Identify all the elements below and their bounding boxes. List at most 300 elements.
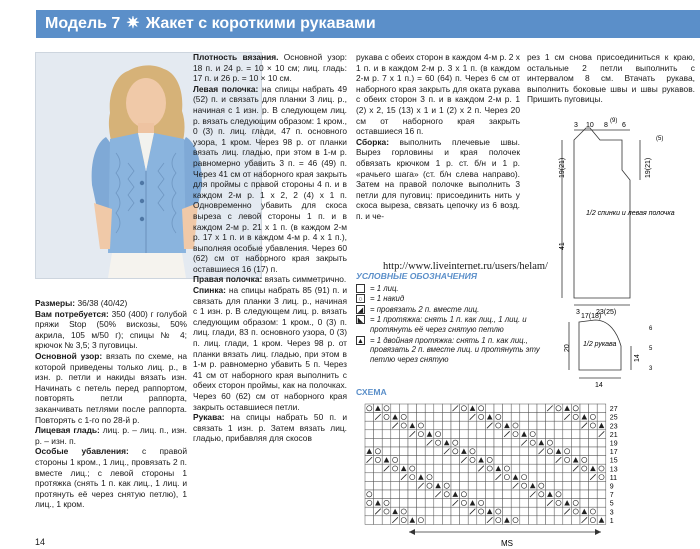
chart-cell xyxy=(503,404,512,413)
chart-cell xyxy=(417,413,426,422)
chart-cell xyxy=(391,430,400,439)
chart-cell xyxy=(597,473,606,482)
chart-cell xyxy=(451,473,460,482)
back-label: Спинка: xyxy=(193,285,226,296)
materials-paragraph xyxy=(35,309,187,351)
chart-cell xyxy=(503,507,512,516)
chart-row-label: 5 xyxy=(609,500,614,508)
chart-cell xyxy=(451,456,460,465)
chart-cell xyxy=(546,481,555,490)
chart-cell xyxy=(597,447,606,456)
chart-cell xyxy=(554,507,563,516)
main-pattern-paragraph xyxy=(35,351,187,425)
chart-cell xyxy=(417,430,426,439)
legend-item-text: = 1 протяжка: снять 1 п. как лиц., 1 лиц. и протянуть её через снятую петлю xyxy=(370,315,527,334)
chart-cell xyxy=(374,473,383,482)
chart-cell xyxy=(537,421,546,430)
chart-cell xyxy=(485,430,494,439)
chart-cell xyxy=(511,516,520,525)
chart-cell xyxy=(571,404,580,413)
chart-cell xyxy=(537,456,546,465)
chart-cell xyxy=(528,421,537,430)
chart-cell xyxy=(563,473,572,482)
chart-cell xyxy=(589,499,598,508)
chart-cell xyxy=(417,507,426,516)
chart-cell xyxy=(468,438,477,447)
sleeves-paragraph xyxy=(193,412,347,444)
chart-cell xyxy=(408,507,417,516)
chart-cell xyxy=(468,464,477,473)
chart-cell xyxy=(408,413,417,422)
chart-cell xyxy=(468,456,477,465)
chart-row-label: 17 xyxy=(609,449,618,457)
left-front-text: на спицы набрать 49 (52) п. и связать для планки 3 лиц. р., начиная с 1 изн. р. В следующем лиц. р. вязать следующим образом: 1 кром., 0 (3) п. лиц. глади, 47 п. основного узора, 1 кром. Через 98 р. от планки вязать лиц. гладью, при этом в 1-м р. равномерно убавить 3 п. = 46 (49) п. Через 41 см от наборного края закрыть для проймы с правой стороны 4 п. и в каждом 2-м р. 1 х 2, 2 (4) х 1 п. Одновременно убавить для скоса выреза с левой стороны 1 п. и в каждом 2-м р. 21 х 1 п. (в каждом 2-м р. 17 х 1 п. и в каждом 4-м р. 4 х 1 п.), выполняя особые убавления. Через 60 (62) см от наборного края закрыть оставшиеся 16 (17) п. xyxy=(193,83,347,274)
chart-cell xyxy=(511,499,520,508)
chart-cell xyxy=(563,438,572,447)
chart-cell xyxy=(374,464,383,473)
knitting-chart xyxy=(365,400,635,548)
chart-cell xyxy=(477,404,486,413)
chart-cell xyxy=(425,490,434,499)
chart-cell xyxy=(382,490,391,499)
sleeve-bottom-dim: 14 xyxy=(595,382,603,389)
chart-cell xyxy=(503,499,512,508)
chart-cell xyxy=(503,481,512,490)
chart-cell xyxy=(442,499,451,508)
chart-cell xyxy=(365,490,374,499)
legend xyxy=(356,272,556,365)
chart-cell xyxy=(425,473,434,482)
chart-cell xyxy=(554,421,563,430)
chart-cell xyxy=(468,516,477,525)
star-icon: ✷ xyxy=(126,15,140,32)
chart-cell xyxy=(589,456,598,465)
chart-cell xyxy=(391,490,400,499)
chart-cell xyxy=(477,447,486,456)
chart-cell xyxy=(485,481,494,490)
chart-cell xyxy=(408,499,417,508)
chart-cell xyxy=(451,430,460,439)
materials-text: 350 (400) г голубой пряжи Stop (50% вискозы, 50% акрила, 105 м/50 г); спицы № 4; крючок № 3,5; 3 пуговицы. xyxy=(35,308,187,351)
chart-cell xyxy=(374,490,383,499)
chart-cell xyxy=(365,421,374,430)
legend-item xyxy=(356,305,556,315)
chart-cell xyxy=(589,430,598,439)
sleeve-extra-dim: 3 xyxy=(649,366,653,372)
sizes-text: 36/38 (40/42) xyxy=(77,298,128,308)
chart-cell xyxy=(460,499,469,508)
chart-cell xyxy=(546,447,555,456)
chart-cell xyxy=(399,413,408,422)
text-column-1 xyxy=(35,298,187,510)
chart-cell xyxy=(537,464,546,473)
chart-cell xyxy=(494,481,503,490)
chart-cell xyxy=(589,516,598,525)
chart-cell xyxy=(365,507,374,516)
chart-cell xyxy=(434,464,443,473)
back-paragraph xyxy=(193,285,347,412)
chart-cell xyxy=(589,413,598,422)
chart-cell xyxy=(442,456,451,465)
chart-cell xyxy=(494,421,503,430)
chart-cell xyxy=(520,473,529,482)
chart-cell xyxy=(460,481,469,490)
chart-cell xyxy=(528,438,537,447)
chart-cell xyxy=(382,438,391,447)
chart-cell xyxy=(365,516,374,525)
chart-cell xyxy=(563,516,572,525)
chart-cell xyxy=(580,499,589,508)
front-bottom-dim: 3 xyxy=(576,309,580,316)
chart-cell xyxy=(468,473,477,482)
chart-cell xyxy=(546,473,555,482)
chart-cell xyxy=(494,516,503,525)
chart-row-label: 1 xyxy=(609,517,614,525)
chart-cell xyxy=(391,456,400,465)
chart-cell xyxy=(554,464,563,473)
chart-cell xyxy=(391,438,400,447)
sleeve-extra-dim: 6 xyxy=(649,326,653,332)
sleeve-right-dim: 14 xyxy=(634,354,641,362)
chart-cell xyxy=(597,490,606,499)
chart-cell xyxy=(580,404,589,413)
chart-cell xyxy=(511,464,520,473)
chart-cell xyxy=(546,516,555,525)
chart-cell xyxy=(503,413,512,422)
chart-row-label: 23 xyxy=(609,423,618,431)
assembly-paragraph xyxy=(356,137,520,222)
chart-cell xyxy=(399,421,408,430)
front-left-dim: 41 xyxy=(559,242,566,250)
chart-cell xyxy=(425,516,434,525)
chart-cell xyxy=(528,499,537,508)
chart-cell xyxy=(382,481,391,490)
chart-cell xyxy=(434,499,443,508)
chart-cell xyxy=(589,490,598,499)
sleeve-piece-label: 1/2 рукава xyxy=(583,341,617,348)
text-column-2 xyxy=(193,52,347,444)
chart-cell xyxy=(597,438,606,447)
front-top-dim: 8 xyxy=(604,122,608,129)
left-front-label: Левая полочка: xyxy=(193,83,259,94)
chart-cell xyxy=(511,490,520,499)
chart-cell xyxy=(589,438,598,447)
chart-cell xyxy=(468,481,477,490)
chart-cell xyxy=(494,438,503,447)
chart-cell xyxy=(520,490,529,499)
sleeve-top-dim: 17(18) xyxy=(581,313,602,320)
chart-cell xyxy=(511,404,520,413)
chart-cell xyxy=(511,413,520,422)
chart-cell xyxy=(408,447,417,456)
chart-cell xyxy=(382,507,391,516)
chart-cell xyxy=(382,404,391,413)
chart-cell xyxy=(537,490,546,499)
chart-cell xyxy=(571,421,580,430)
chart-cell xyxy=(571,499,580,508)
front-piece-label: 1/2 спинки и левая полочка xyxy=(586,210,675,217)
assembly-label: Сборка: xyxy=(356,136,389,147)
chart-cell xyxy=(494,490,503,499)
chart-cell xyxy=(580,473,589,482)
stockinette-paragraph xyxy=(35,425,187,446)
chart-cell xyxy=(391,499,400,508)
chart-cell xyxy=(442,516,451,525)
chart-cell xyxy=(520,413,529,422)
chart-cell xyxy=(425,499,434,508)
text-column-3 xyxy=(356,52,520,222)
chart-cell xyxy=(503,490,512,499)
chart-cell xyxy=(417,404,426,413)
chart-cell xyxy=(434,413,443,422)
chart-cell xyxy=(365,438,374,447)
chart-cell xyxy=(374,456,383,465)
chart-cell xyxy=(546,507,555,516)
chart-cell xyxy=(460,438,469,447)
chart-cell xyxy=(563,430,572,439)
chart-cell xyxy=(563,464,572,473)
chart-cell xyxy=(528,516,537,525)
chart-cell xyxy=(468,430,477,439)
chart-cell xyxy=(365,499,374,508)
chart-cell xyxy=(546,430,555,439)
chart-cell xyxy=(589,447,598,456)
chart-cell xyxy=(589,421,598,430)
front-top-dim: 3 xyxy=(574,122,578,129)
chart-cell xyxy=(563,421,572,430)
chart-cell xyxy=(589,481,598,490)
chart-cell xyxy=(460,490,469,499)
legend-item xyxy=(356,336,556,365)
chart-cell xyxy=(460,413,469,422)
chart-cell xyxy=(468,421,477,430)
back-text: на спицы набрать 85 (91) п. и связать для планки 3 лиц. р., начиная с 1 изн. р. В следующем лиц. р. вязать следующим образом: 1 кром., 0 (3) п. лиц. глади, 83 п. основного узора, 0 (3) п. лиц. глади, 1 кром. Через 98 р. от планки вязать лиц. гладью, при этом в 1-м р. равномерно убавить 5 п. Через 41 см от наборного края выполнить с обеих сторон проймы, как на полочках. Через 60 (62) см от наборного края закрыть оставшиеся петли. xyxy=(193,285,348,412)
chart-cell xyxy=(477,490,486,499)
sleeves-text: на спицы набрать 50 п. и связать 1 изн. р. Затем вязать лиц. гладью, прибавляя для скосов xyxy=(193,412,347,444)
chart-cell xyxy=(563,447,572,456)
chart-cell xyxy=(554,499,563,508)
chart-cell xyxy=(511,456,520,465)
chart-cell xyxy=(365,413,374,422)
sizes-label: Размеры: xyxy=(35,298,76,308)
chart-cell xyxy=(460,421,469,430)
chart-cell xyxy=(451,464,460,473)
chart-cell xyxy=(434,473,443,482)
chart-cell xyxy=(485,447,494,456)
chart-cell xyxy=(399,516,408,525)
legend-item-text: = провязать 2 п. вместе лиц. xyxy=(370,304,480,314)
chart-cell xyxy=(442,490,451,499)
chart-cell xyxy=(597,499,606,508)
chart-cell xyxy=(399,447,408,456)
chart-cell xyxy=(408,438,417,447)
chart-cell xyxy=(520,516,529,525)
chart-cell xyxy=(417,438,426,447)
chart-cell xyxy=(365,430,374,439)
chart-cell xyxy=(391,447,400,456)
chart-cell xyxy=(537,516,546,525)
chart-cell xyxy=(382,499,391,508)
stockinette-label: Лицевая гладь: xyxy=(35,425,100,436)
chart-cell xyxy=(537,404,546,413)
legend-item-text: = 1 двойная протяжка: снять 1 п. как лиц., провязать 2 п. вместе лиц. и протянуть эту петлю через снятую xyxy=(370,335,540,364)
chart-cell xyxy=(494,499,503,508)
chart-cell xyxy=(511,507,520,516)
model-number: Модель 7 xyxy=(45,15,121,32)
chart-cell xyxy=(434,430,443,439)
knit-symbol-icon xyxy=(356,284,365,293)
chart-cell xyxy=(434,507,443,516)
density-text: Основной узор: 18 п. и 24 р. = 10 × 10 см; лиц. гладь: 17 п. и 26 р. = 10 × 10 см. xyxy=(193,52,347,84)
chart-cell xyxy=(434,421,443,430)
chart-cell xyxy=(571,438,580,447)
chart-cell xyxy=(485,473,494,482)
chart-cell xyxy=(391,464,400,473)
chart-cell xyxy=(460,507,469,516)
chart-cell xyxy=(399,499,408,508)
chart-cell xyxy=(399,481,408,490)
chart-cell xyxy=(382,447,391,456)
legend-item xyxy=(356,284,556,294)
main-pattern-label: Основной узор: xyxy=(35,350,103,361)
main-pattern-text: вязать по схеме, на которой приведены только лиц. р., в изн. р. петли и накиды вязать изн. Начинать с петель перед раппортом, повторять петли раппорта, заканчивать петлями после раппорта. Повторять с 1-го по 28-й р. xyxy=(35,350,188,425)
chart-cell xyxy=(571,430,580,439)
chart-cell xyxy=(528,456,537,465)
chart-cell xyxy=(460,404,469,413)
chart-cell xyxy=(511,438,520,447)
left-front-paragraph xyxy=(193,84,347,275)
sleeve-extra-dim: 5 xyxy=(649,346,653,352)
chart-cell xyxy=(408,473,417,482)
chart-cell xyxy=(399,438,408,447)
chart-cell xyxy=(571,473,580,482)
chart-cell xyxy=(365,464,374,473)
chart-cell xyxy=(460,430,469,439)
k2tog-icon: ◢ xyxy=(357,306,364,314)
schematic-sleeve xyxy=(565,310,685,390)
chart-cell xyxy=(434,456,443,465)
chart-cell xyxy=(528,464,537,473)
chart-cell xyxy=(571,507,580,516)
chart-cell xyxy=(485,464,494,473)
chart-cell xyxy=(442,413,451,422)
legend-item-text: = 1 накид xyxy=(370,294,405,304)
chart-cell xyxy=(528,507,537,516)
chart-cell xyxy=(382,516,391,525)
chart-row-label: 15 xyxy=(609,457,618,465)
chart-cell xyxy=(417,421,426,430)
garment-title: Жакет с короткими рукавами xyxy=(145,15,376,32)
chart-cell xyxy=(365,481,374,490)
front-top-dim: (9) xyxy=(610,118,618,124)
chart-cell xyxy=(571,447,580,456)
chart-cell xyxy=(485,404,494,413)
chart-cell xyxy=(511,447,520,456)
chart-cell xyxy=(434,516,443,525)
chart-cell xyxy=(537,430,546,439)
chart-cell xyxy=(442,473,451,482)
chart-cell xyxy=(417,456,426,465)
chart-cell xyxy=(528,404,537,413)
chart-cell xyxy=(477,413,486,422)
chart-cell xyxy=(365,473,374,482)
chart-cell xyxy=(520,481,529,490)
chart-row-label: 7 xyxy=(609,492,614,500)
chart-cell xyxy=(546,456,555,465)
legend-title: УСЛОВНЫЕ ОБОЗНАЧЕНИЯ xyxy=(356,271,478,281)
chart-cell xyxy=(382,473,391,482)
chart-cell xyxy=(494,456,503,465)
rapport-label: MS xyxy=(501,539,513,548)
chart-cell xyxy=(537,473,546,482)
chart-cell xyxy=(399,490,408,499)
chart-cell xyxy=(546,413,555,422)
chart-cell xyxy=(477,421,486,430)
chart-cell xyxy=(580,456,589,465)
chart-cell xyxy=(546,438,555,447)
chart-cell xyxy=(451,438,460,447)
chart-cell xyxy=(468,447,477,456)
chart-cell xyxy=(580,464,589,473)
yarn-over-icon: ○ xyxy=(356,294,365,303)
chart-cell xyxy=(451,516,460,525)
legend-item-text: = 1 лиц. xyxy=(370,283,399,293)
chart-cell xyxy=(528,430,537,439)
ssk-icon: ◣ xyxy=(357,317,364,325)
right-front-label: Правая полочка: xyxy=(193,274,263,285)
chart-cell xyxy=(563,456,572,465)
chart-cell xyxy=(425,413,434,422)
chart-cell xyxy=(434,404,443,413)
chart-cell xyxy=(391,404,400,413)
chart-cell xyxy=(442,421,451,430)
sizes-paragraph xyxy=(35,298,187,309)
legend-item xyxy=(356,294,556,304)
schema-title: СХЕМА xyxy=(356,387,387,397)
chart-cell xyxy=(425,456,434,465)
chart-cell xyxy=(425,481,434,490)
chart-cell xyxy=(554,516,563,525)
chart-cell xyxy=(485,499,494,508)
chart-cell xyxy=(382,421,391,430)
chart-cell xyxy=(511,430,520,439)
stockinette-text: лиц. р. – лиц. п., изн. р. – изн. п. xyxy=(35,425,187,446)
chart-cell xyxy=(399,430,408,439)
chart-cell xyxy=(597,464,606,473)
front-top-dim: 10 xyxy=(586,122,594,129)
chart-cell xyxy=(503,456,512,465)
chart-cell xyxy=(451,413,460,422)
chart-cell xyxy=(460,516,469,525)
chart-cell xyxy=(425,404,434,413)
source-url[interactable]: http://www.liveinternet.ru/users/helam/ xyxy=(383,261,548,272)
chart-cell xyxy=(520,404,529,413)
double-decrease-icon: ▲ xyxy=(357,337,364,345)
chart-cell xyxy=(597,456,606,465)
legend-item xyxy=(356,315,556,334)
chart-cell xyxy=(391,481,400,490)
header xyxy=(0,0,700,44)
assembly-continued: рез 1 см снова присоединиться к краю, остальные 2 петли выполнить с интервалом 8 см. Втачать рукава, выполнить боковые швы и швы рукавов. Пришить пуговицы. xyxy=(527,52,695,105)
chart-cell xyxy=(554,413,563,422)
chart-cell xyxy=(494,404,503,413)
chart-cell xyxy=(408,456,417,465)
chart-cell xyxy=(374,447,383,456)
front-bottom-dim: 23(25) xyxy=(596,309,617,316)
chart-cell xyxy=(442,464,451,473)
sleeves-continued: рукава с обеих сторон в каждом 4-м р. 2 х 1 п. и в каждом 2-м р. 3 х 1 п. (в каждом 2-м р. 7 х 1 п.) = 60 (64) п. Через 6 см от наборного края закрыть для оката рукава с обеих сторон 3 п. и в каждом 2-м р. 1 (2) х 2, 15 (13) х 1 и 1 (2) х 2 п. Через 20 см от наборного края закрыть оставшиеся 16 п. xyxy=(356,52,520,137)
assembly-text: выполнить плечевые швы. Вырез горловины и края полочек обвязать крючком 1 р. ст. б/н и 1 р. «рачьего шага» (ст. б/н слева направо). Затем на правой полочке выполнить 3 петли для пуговиц: присоединить нить у скоса выреза, связать цепочку из 6 возд. п. и че- xyxy=(356,136,520,221)
